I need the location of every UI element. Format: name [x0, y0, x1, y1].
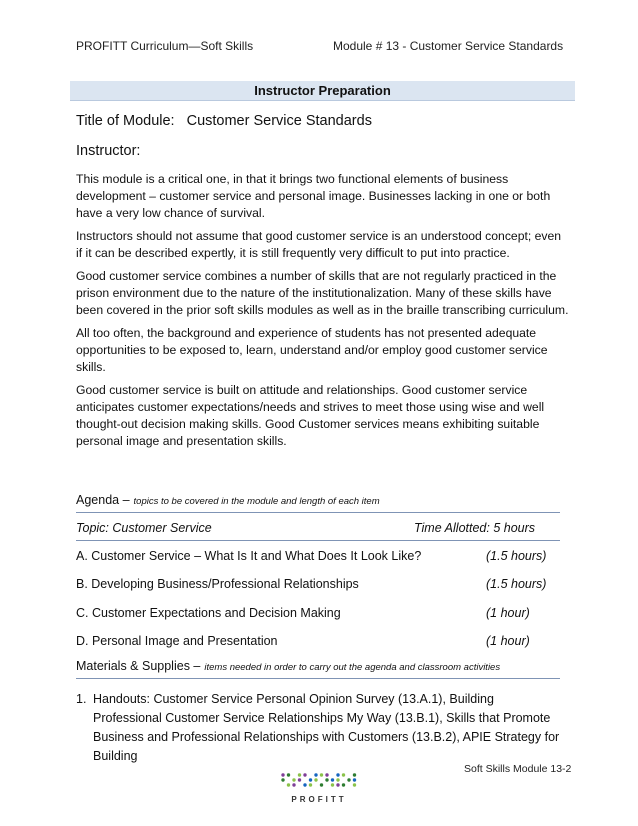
agenda-item-hours: (1 hour)	[486, 634, 530, 648]
logo-dot	[353, 778, 356, 781]
logo-dot	[342, 773, 345, 776]
logo-dot	[303, 783, 306, 786]
logo-dot	[303, 773, 306, 776]
title-label: Title of Module:	[76, 113, 175, 129]
logo-dot	[309, 778, 312, 781]
logo-dot	[336, 783, 339, 786]
logo-dot	[325, 778, 328, 781]
body-text	[76, 171, 570, 456]
agenda-heading	[76, 493, 560, 513]
logo-dot	[292, 783, 295, 786]
logo-dot	[287, 783, 290, 786]
logo-dot	[353, 773, 356, 776]
logo-dot	[309, 783, 312, 786]
agenda-item	[76, 549, 560, 563]
logo-dot	[292, 778, 295, 781]
logo-dot	[320, 783, 323, 786]
header-right: Module # 13 - Customer Service Standards	[333, 39, 564, 53]
materials-note: items needed in order to carry out the agenda and classroom activities	[204, 662, 501, 673]
profitt-logo	[278, 772, 360, 804]
logo-dot	[325, 773, 328, 776]
list-text: Handouts: Customer Service Personal Opinion Survey (13.A.1), Building Professional Customer Service Relationships My Way (13.B.1), Skills that Promote Business and Professional Relationships with Customers (13.B.2), APIE Strategy for Building	[93, 692, 560, 763]
logo-dot	[320, 773, 323, 776]
logo-dot	[287, 773, 290, 776]
agenda-item-hours: (1.5 hours)	[486, 549, 547, 563]
logo-dot	[281, 773, 284, 776]
agenda-item-text: D. Personal Image and Presentation	[76, 634, 278, 648]
title-value: Customer Service Standards	[186, 113, 372, 129]
logo-dot-pattern	[281, 773, 356, 786]
logo-dot	[336, 778, 339, 781]
materials-heading	[76, 659, 560, 679]
logo-dot	[353, 783, 356, 786]
logo-text: PROFITT	[291, 795, 347, 804]
paragraph: This module is a critical one, in that it brings two functional elements of business development – customer service and personal image. Businesses lacking in one or both have a very low chance of survival.	[76, 172, 551, 220]
agenda-item-hours: (1 hour)	[486, 606, 530, 620]
instructor-label: Instructor:	[76, 143, 141, 159]
list-number: 1.	[76, 692, 87, 706]
logo-dot	[342, 783, 345, 786]
agenda-topic-row	[76, 521, 560, 541]
agenda-note: topics to be covered in the module and length of each item	[133, 496, 380, 507]
logo-dot	[298, 773, 301, 776]
logo-dot	[331, 783, 334, 786]
page-footer: Soft Skills Module 13-2	[464, 763, 572, 775]
paragraph: Good customer service combines a number of skills that are not regularly practiced in the prison environment due to the nature of the institutionalization. Many of these skills have been covered in the prior soft skills modules as well as in the braille transcribing curriculum.	[76, 269, 569, 317]
agenda-item	[76, 634, 560, 648]
agenda-label: Agenda –	[76, 493, 130, 507]
logo-dot	[298, 778, 301, 781]
section-banner: Instructor Preparation	[70, 81, 575, 101]
logo-dot	[336, 773, 339, 776]
logo-dot	[314, 773, 317, 776]
agenda-topic: Topic: Customer Service	[76, 521, 212, 535]
agenda-item-text: B. Developing Business/Professional Relationships	[76, 577, 359, 591]
logo-dot	[314, 778, 317, 781]
paragraph: All too often, the background and experience of students has not presented adequate opportunities to be exposed to, learn, understand and/or employ good customer service skills.	[76, 326, 548, 374]
materials-label: Materials & Supplies –	[76, 659, 201, 673]
header-left: PROFITT Curriculum—Soft Skills	[76, 39, 254, 53]
agenda-item-text: C. Customer Expectations and Decision Making	[76, 606, 341, 620]
logo-dot	[347, 778, 350, 781]
agenda-item-text: A. Customer Service – What Is It and What Does It Look Like?	[76, 549, 422, 563]
paragraph: Instructors should not assume that good customer service is an understood concept; even if it can be described expertly, it is still frequently very difficult to put into practice.	[76, 229, 562, 260]
agenda-item-hours: (1.5 hours)	[486, 577, 547, 591]
agenda-item	[76, 577, 560, 591]
module-title-line	[76, 113, 372, 129]
agenda-item	[76, 606, 560, 620]
paragraph: Good customer service is built on attitude and relationships. Good customer service anticipates customer expectations/needs and strives to meet those using wise and well thought-out decision making skills. Good Customer services means exhibiting suitable personal image and presentation skills.	[76, 383, 545, 448]
agenda-time-allotted: Time Allotted: 5 hours	[414, 521, 536, 535]
logo-dot	[331, 778, 334, 781]
logo-dot	[281, 778, 284, 781]
